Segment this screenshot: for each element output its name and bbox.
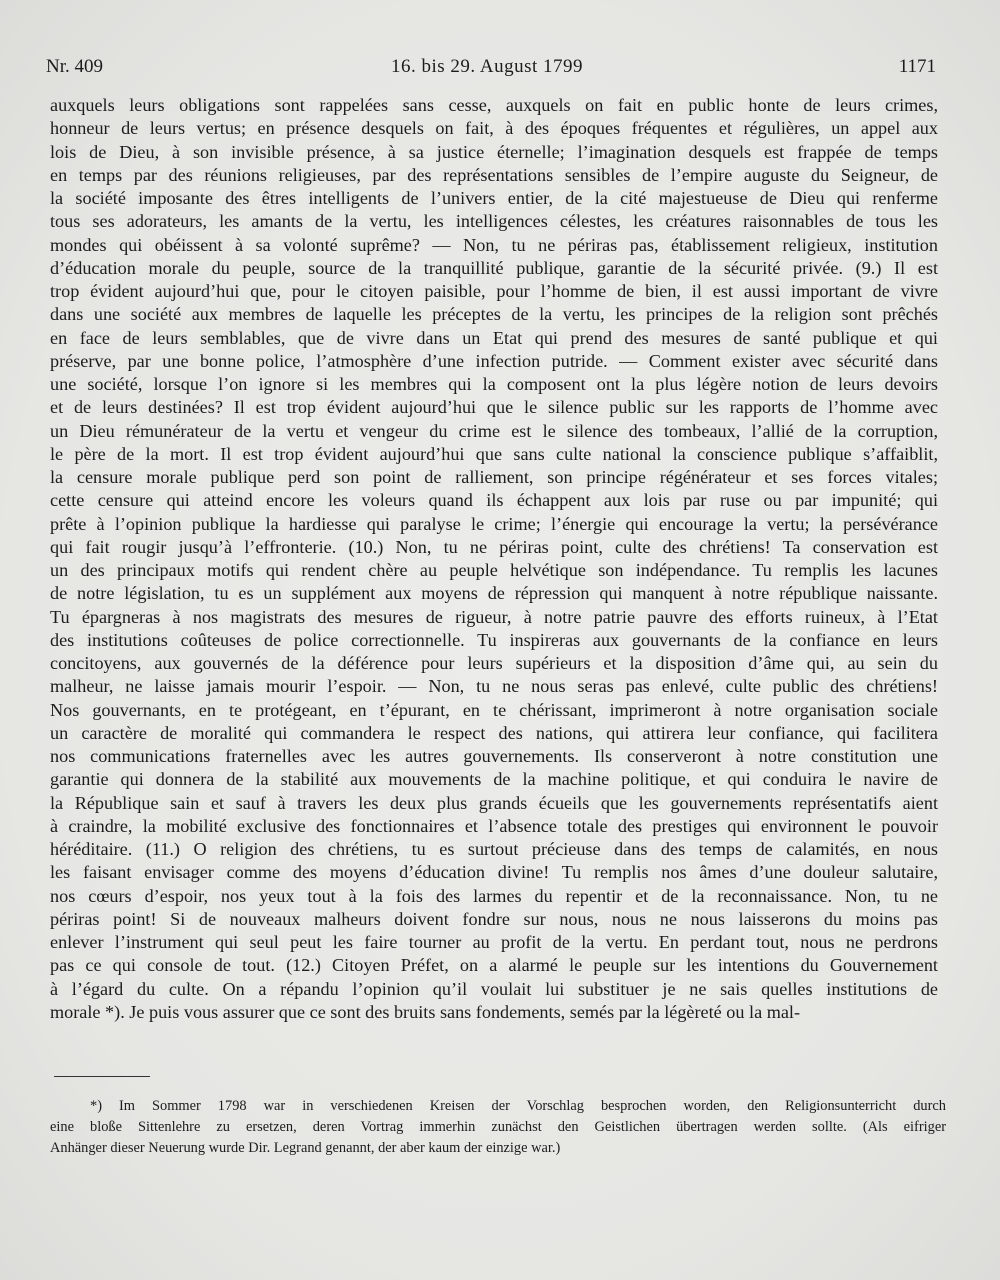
text-line: la République sain et sauf à travers les deux plus grands écueils que les gouvernements représentatifs aient (50, 792, 938, 813)
text-line: en face de leurs semblables, que de vivre dans un Etat qui prend des mesures de santé publique et qui (50, 327, 938, 348)
body-text (50, 94, 938, 1024)
text-line: lois de Dieu, à son invisible présence, à sa justice éternelle; l’imagination desquels est frappée de temps (50, 141, 938, 162)
footnote-divider (54, 1076, 150, 1077)
footnote-line: eine bloße Sittenlehre zu ersetzen, deren Vortrag immerhin zunächst den Geistlichen übertragen werden sollte. (Als eifriger (50, 1119, 946, 1135)
text-line: prête à l’opinion publique la hardiesse qui paralyse le crime; l’énergie qui encourage la vertu; la persévérance (50, 513, 938, 534)
text-line: morale *). Je puis vous assurer que ce sont des bruits sans fondements, semés par la légèreté ou la mal- (50, 1001, 801, 1022)
text-line: et de leurs destinées? Il est trop évident aujourd’hui que le silence public sur les rapports de l’homme avec (50, 397, 938, 418)
text-line: la société imposante des êtres intelligents de l’univers entier, de la cité majestueuse de Dieu qui renferme (50, 188, 938, 208)
text-line: héréditaire. (11.) O religion des chrétiens, tu es surtout précieuse dans des temps de calamités, en nous (50, 839, 938, 859)
text-line: un des principaux motifs qui rendent chère au peuple helvétique son indépendance. Tu remplis les lacunes (50, 560, 938, 580)
text-line: préserve, par une bonne police, l’atmosphère d’une infection putride. — Comment exister avec sécurité dans (50, 350, 938, 371)
footnote-line: *) Im Sommer 1798 war in verschiedenen Kreisen der Vorschlag besprochen worden, den Religionsunterricht durch (90, 1098, 946, 1114)
text-line: périras point! Si de nouveaux malheurs doivent fondre sur nous, nous ne nous laisserons du moins pas (50, 908, 938, 929)
text-line: les faisant envisager comme des moyens d’éducation divine! Tu remplis nos âmes d’une douleur salutaire, (50, 862, 938, 883)
text-line: d’éducation morale du peuple, source de la tranquillité publique, garantie de la sécurité privée. (9.) Il est (50, 257, 938, 278)
text-line: un caractère de moralité qui commandera le respect des nations, qui attirera leur confiance, qui facilitera (50, 722, 938, 743)
page-header (46, 56, 936, 86)
text-line: Tu épargneras à nos magistrats des mesures de rigueur, à notre patrie pauvre des efforts ruineux, à l’Etat (50, 606, 938, 627)
footnote-line: Anhänger dieser Neuerung wurde Dir. Legrand genannt, der aber kaum der einzige war.) (50, 1140, 561, 1156)
text-line: la censure morale publique perd son point de ralliement, son principe régénérateur et ses forces vitales; (50, 467, 938, 487)
text-line: nos cœurs d’espoir, nos yeux tout à la fois des larmes du repentir et de la reconnaissance. Non, tu ne (50, 885, 938, 906)
text-line: à craindre, la mobilité exclusive des fonctionnaires et l’absence totale des prestiges qui environnent le pouvoir (50, 815, 938, 836)
text-line: auxquels leurs obligations sont rappelées sans cesse, auxquels on fait en public honte de leurs crimes, (50, 95, 938, 115)
document-number: Nr. 409 (46, 56, 103, 77)
text-line: un Dieu rémunérateur de la vertu et vengeur du crime est le silence des tombeaux, l’allié de la corruption, (50, 420, 938, 441)
date-range: 16. bis 29. August 1799 (391, 56, 584, 77)
text-line: tous ses adorateurs, les amants de la vertu, les intelligences célestes, les créatures raisonnables de tous les (50, 211, 938, 232)
text-line: honneur de leurs vertus; en présence desquels on fait, à des époques fréquentes et régulières, un appel aux (50, 118, 938, 139)
text-line: une société, lorsque l’on ignore si les membres qui la composent ont la plus légère notion de leurs devoirs (50, 374, 938, 394)
text-line: mondes qui obéissent à sa volonté suprême? — Non, tu ne périras pas, établissement religieux, institution (50, 234, 938, 255)
text-line: garantie qui donnera de la stabilité aux mouvements de la machine politique, et qui conduira le navire de (50, 769, 938, 790)
text-line: concitoyens, aux gouvernés de la déférence pour leurs supérieurs et la disposition d’âme qui, au sein du (50, 653, 938, 673)
text-line: le père de la mort. Il est trop évident aujourd’hui que sans culte national la conscience publique s’affaiblit, (50, 443, 938, 464)
text-line: Nos gouvernants, en te protégeant, en t’épurant, en te chérissant, imprimeront à notre organisation sociale (50, 699, 938, 720)
text-line: trop évident aujourd’hui que, pour le citoyen paisible, pour l’homme de bien, il est aussi important de vivre (50, 281, 938, 301)
page-number: 1171 (898, 56, 936, 77)
text-line: en temps par des réunions religieuses, par des représentations sensibles de l’empire auguste du Seigneur, de (50, 164, 938, 185)
text-line: à l’égard du culte. On a répandu l’opinion qu’il voulait lui substituer je ne sais quelles institutions de (50, 978, 938, 999)
text-line: des institutions coûteuses de police correctionnelle. Tu inspireras aux gouvernants de la confiance en leurs (50, 629, 938, 650)
text-line: qui fait rougir jusqu’à l’effronterie. (10.) Non, tu ne périras point, culte des chrétiens! Ta conservation est (50, 536, 938, 557)
text-line: enlever l’instrument qui seul peut les faire tourner au profit de la vertu. En perdant tout, nous ne perdrons (50, 932, 938, 952)
text-line: de notre législation, tu es un supplément aux moyens de répression qui manquent à notre république naissante. (50, 583, 938, 604)
footnotes (50, 1096, 946, 1159)
text-line: dans une société aux membres de laquelle les préceptes de la vertu, les principes de la religion sont prêchés (50, 304, 938, 325)
text-line: malheur, ne laisse jamais mourir l’espoir. — Non, tu ne nous seras pas enlevé, culte public des chrétiens! (50, 676, 938, 697)
text-line: nos communications fraternelles avec les autres gouvernements. Ils conserveront à notre constitution une (50, 746, 938, 766)
text-line: cette censure qui atteind encore les voleurs quand ils échappent aux lois par ruse ou par impunité; qui (50, 490, 938, 511)
text-line: pas ce qui console de tout. (12.) Citoyen Préfet, on a alarmé le peuple sur les intentions du Gouvernement (50, 955, 938, 976)
